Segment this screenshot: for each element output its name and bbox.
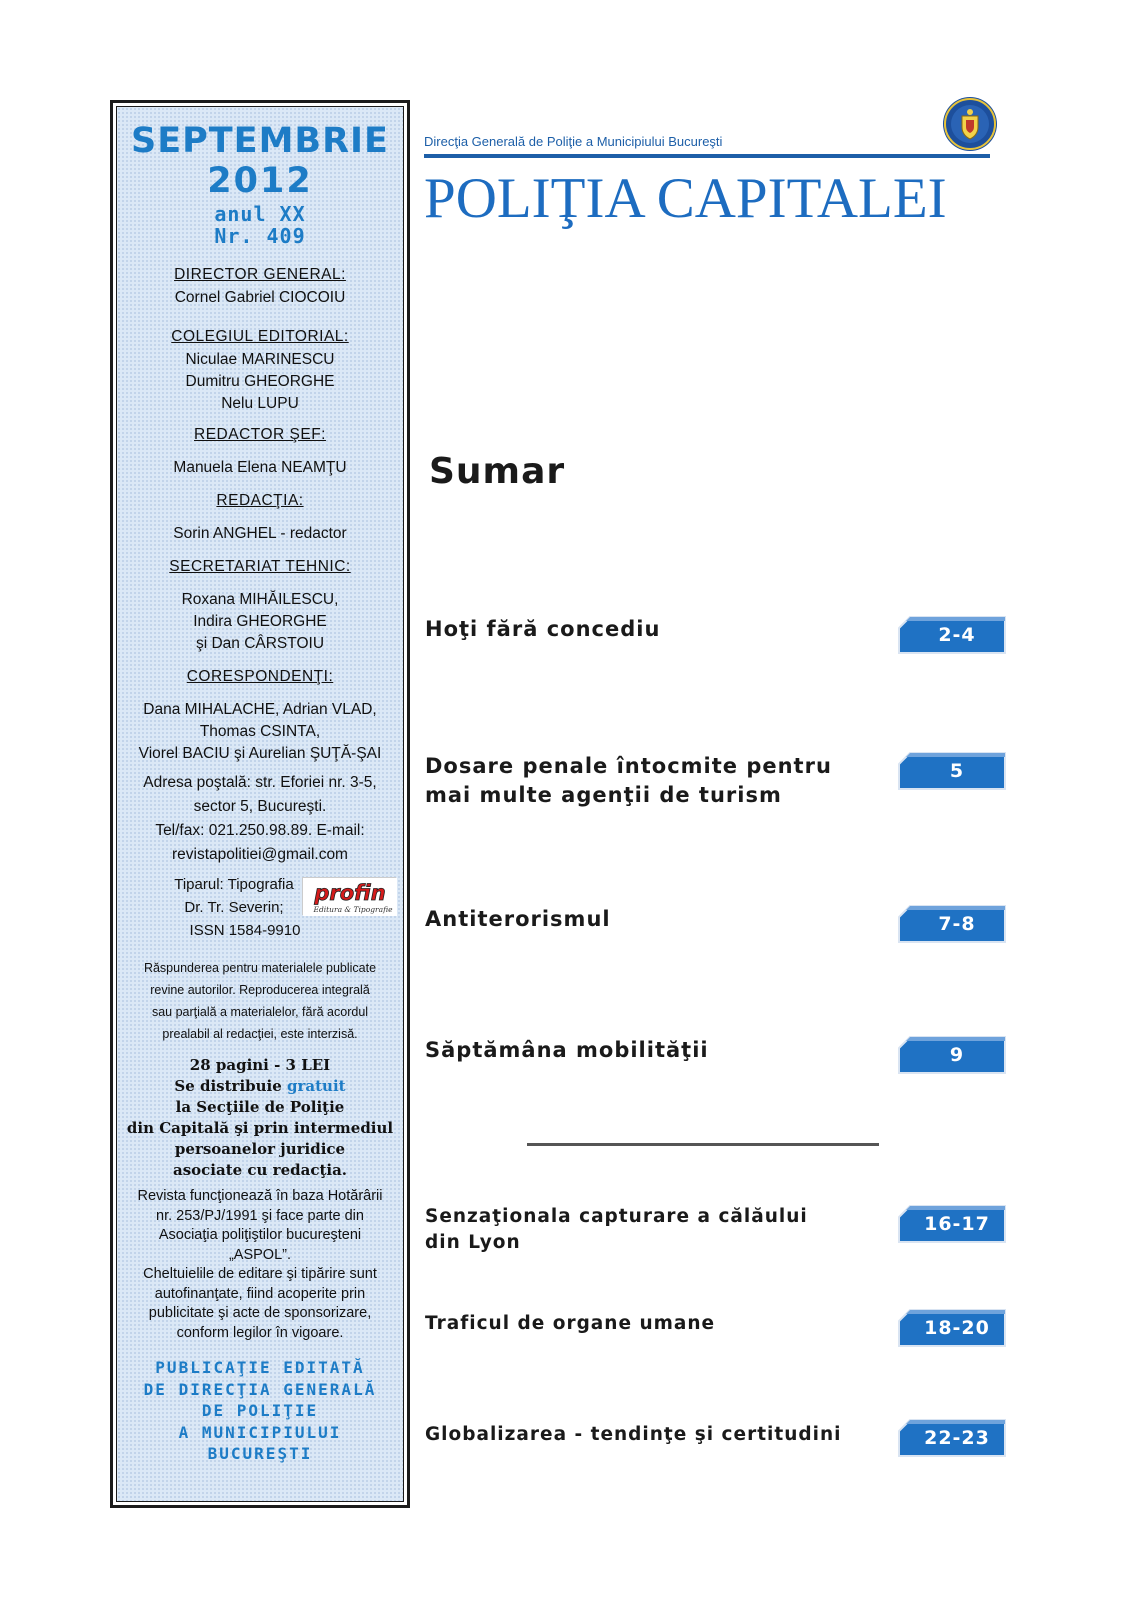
publisher-line: DE DIRECŢIA GENERALĂ [143,1379,377,1399]
disclaimer-line: prealabil al redacţiei, este interzisă. [162,1027,358,1041]
masthead-title: POLIŢIA CAPITALEI [424,167,947,230]
legal-note [117,1187,403,1343]
legal-line: Revista funcţionează în baza Hotărârii [137,1188,383,1204]
disclaimer-line: revine autorilor. Reproducerea integrală [150,983,370,997]
page-number: 16-17 [924,1213,990,1235]
legal-line: „ASPOL”. [228,1246,292,1263]
summary-divider [527,1143,879,1146]
page-number: 2-4 [938,624,976,646]
toc-title: din Lyon [425,1232,521,1253]
pages-price: 28 pagini - 3 LEI [189,1056,331,1074]
page-number-tab [898,905,1006,943]
redactia-heading: REDACŢIA: [216,492,304,509]
issue-number: Nr. 409 [214,224,306,248]
page-number-tab [898,752,1006,790]
publisher-line: BUCUREŞTI [207,1444,313,1463]
printer-line: Tiparul: Tipografia [174,876,294,893]
legal-line: autofinanţate, fiind acoperite prin [154,1285,366,1302]
director-name: Cornel Gabriel CIOCOIU [174,289,346,306]
disclaimer-line: sau parţială a materialelor, fără acordul [151,1005,369,1019]
distribution-prefix: Se distribuie [174,1077,288,1095]
publisher-line: DE POLIŢIE [201,1401,319,1420]
editorial-panel [116,106,404,1502]
page-number: 5 [949,760,965,782]
secretariat-heading: SECRETARIAT TEHNIC: [169,558,351,575]
colegiu-name: Dumitru GHEORGHE [185,373,335,390]
disclaimer [117,957,403,1045]
disclaimer-line: Răspunderea pentru materialele publicate [143,961,377,975]
editorial-sidebar [110,100,410,1508]
toc-title: mai multe agenţii de turism [425,783,782,807]
publisher-line: A MUNICIPIULUI [178,1422,342,1442]
printer-info [117,873,403,945]
page-number: 7-8 [938,913,976,935]
toc-title: Antiterorismul [425,907,611,931]
corespondent-name: Dana MIHALACHE, Adrian VLAD, [143,701,377,718]
distribution-line: din Capitală şi prin intermediul [126,1119,394,1137]
page-number: 22-23 [924,1427,990,1449]
page-number-tab [898,1309,1006,1347]
distribution-line: asociate cu redacţia. [172,1161,348,1179]
legal-line: publicitate şi acte de sponsorizare, [148,1305,372,1321]
profin-logo [302,877,396,915]
toc-title: Hoţi fără concediu [425,617,661,641]
distribution-info [117,1055,403,1181]
issn: ISSN 1584-9910 [189,922,301,939]
colegiu-name: Nelu LUPU [221,395,299,412]
page-number: 9 [949,1044,965,1066]
page-number-tab [898,1036,1006,1074]
legal-line: Cheltuielile de editare şi tipărire sunt [143,1266,377,1282]
publisher-note [117,1357,403,1465]
secretariat-name: şi Dan CÂRSTOIU [195,635,325,652]
issue-year: 2012 [207,161,313,201]
address-line: sector 5, Bucureşti. [193,798,327,815]
address-line: Adresa poştală: str. Eforiei nr. 3-5, [143,774,377,791]
police-crest-icon [942,96,998,152]
masthead-rule [424,154,990,158]
redactor-name: Manuela Elena NEAMŢU [173,459,347,476]
page-number-tab [898,616,1006,654]
distribution-line: la Secţiile de Poliţie [175,1098,345,1116]
page-number: 18-20 [924,1317,990,1339]
colegiu-heading: COLEGIUL EDITORIAL: [171,328,349,345]
printer-line: Dr. Tr. Severin; [184,899,284,916]
page-number-tab [898,1205,1006,1243]
legal-line: Asociaţia poliţiştilor bucureşteni [158,1227,362,1243]
masthead [424,96,1016,246]
page-number-tab [898,1419,1006,1457]
issue-month: SEPTEMBRIE [131,121,389,161]
distribution-line [117,1076,403,1097]
profin-logo-text: profin [314,881,386,905]
free-label: gratuit [287,1077,346,1095]
secretariat-name: Indira GHEORGHE [193,613,327,630]
legal-line: conform legilor în vigoare. [176,1324,344,1341]
director-heading: DIRECTOR GENERAL: [174,266,346,283]
corespondent-name: Viorel BACIU şi Aurelian ŞUŢĂ-ŞAI [138,745,382,762]
profin-logo-sub: Editura & Tipografie [313,905,393,914]
toc-title: Traficul de organe umane [425,1313,716,1334]
publisher-line: PUBLICAŢIE EDITATĂ [155,1358,365,1377]
postal-address [117,771,403,867]
distribution-line: persoanelor juridice [174,1140,346,1158]
corespondenti-heading: CORESPONDENŢI: [186,668,334,685]
colegiu-name: Niculae MARINESCU [185,351,335,368]
secretariat-name: Roxana MIHĂILESCU, [181,591,339,608]
toc-title: Dosare penale întocmite pentru [425,754,832,778]
redactia-name: Sorin ANGHEL - redactor [173,525,347,542]
email-link[interactable]: revistapolitiei@gmail.com [172,846,348,863]
address-line: Tel/fax: 021.250.98.89. E-mail: [155,822,365,839]
summary-heading: Sumar [429,451,566,492]
legal-line: nr. 253/PJ/1991 şi face parte din [156,1207,364,1224]
toc-title: Săptămâna mobilităţii [425,1038,709,1062]
masthead-subtitle: Direcţia Generală de Poliţie a Municipiului Bucureşti [424,134,723,149]
toc-title: Senzaţionala capturare a călăului [425,1206,808,1227]
printer-text [139,873,329,942]
corespondent-name: Thomas CSINTA, [199,723,321,740]
issue-volume: anul XX [214,202,306,226]
redactor-heading: REDACTOR ŞEF: [194,426,326,443]
toc-title: Globalizarea - tendinţe şi certitudini [425,1424,842,1445]
